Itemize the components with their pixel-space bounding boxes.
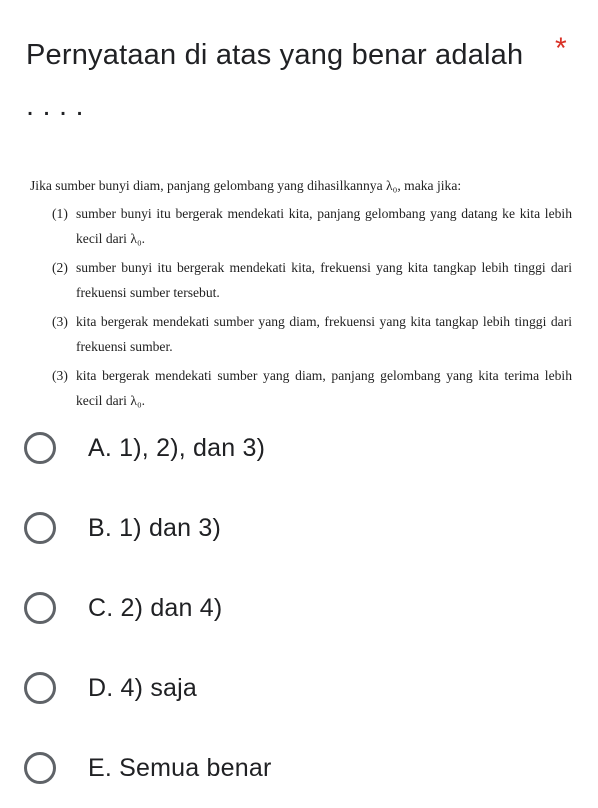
statement-text: kita bergerak mendekati sumber yang diam, panjang gelombang yang kita terima lebih kecil dari λ₀. — [76, 368, 572, 408]
required-marker: * — [555, 32, 567, 65]
statement-3 — [30, 309, 572, 359]
radio-button-icon[interactable] — [24, 672, 56, 704]
option-label[interactable]: D. 4) saja — [88, 673, 197, 702]
statement-1 — [30, 201, 572, 251]
option-label[interactable]: C. 2) dan 4) — [88, 593, 223, 622]
statement-number: (3) — [52, 368, 68, 383]
option-b[interactable] — [24, 488, 584, 568]
statement-text: sumber bunyi itu bergerak mendekati kita, frekuensi yang kita tangkap lebih tinggi dari frekuensi sumber tersebut. — [76, 260, 572, 300]
option-label[interactable]: A. 1), 2), dan 3) — [88, 433, 266, 462]
radio-button-icon[interactable] — [24, 592, 56, 624]
statement-2 — [30, 255, 572, 305]
option-label[interactable]: E. Semua benar — [88, 753, 272, 782]
statement-text: sumber bunyi itu bergerak mendekati kita, panjang gelombang yang datang ke kita lebih kecil dari λ₀. — [76, 206, 572, 246]
option-d[interactable] — [24, 648, 584, 728]
statement-4 — [30, 363, 572, 413]
radio-button-icon[interactable] — [24, 752, 56, 784]
radio-button-icon[interactable] — [24, 432, 56, 464]
statement-number: (3) — [52, 314, 68, 329]
question-title: Pernyataan di atas yang benar adalah . . . . — [26, 39, 524, 122]
answer-options — [24, 408, 584, 808]
option-e[interactable] — [24, 728, 584, 808]
option-a[interactable] — [24, 408, 584, 488]
radio-button-icon[interactable] — [24, 512, 56, 544]
question-intro: Jika sumber bunyi diam, panjang gelombang yang dihasilkannya λ₀, maka jika: — [30, 178, 462, 193]
question-image — [30, 176, 572, 417]
option-c[interactable] — [24, 568, 584, 648]
statement-number: (1) — [52, 206, 68, 221]
statement-number: (2) — [52, 260, 68, 275]
option-label[interactable]: B. 1) dan 3) — [88, 513, 222, 542]
statement-text: kita bergerak mendekati sumber yang diam, frekuensi yang kita tangkap lebih tinggi dari frekuensi sumber. — [76, 314, 572, 354]
